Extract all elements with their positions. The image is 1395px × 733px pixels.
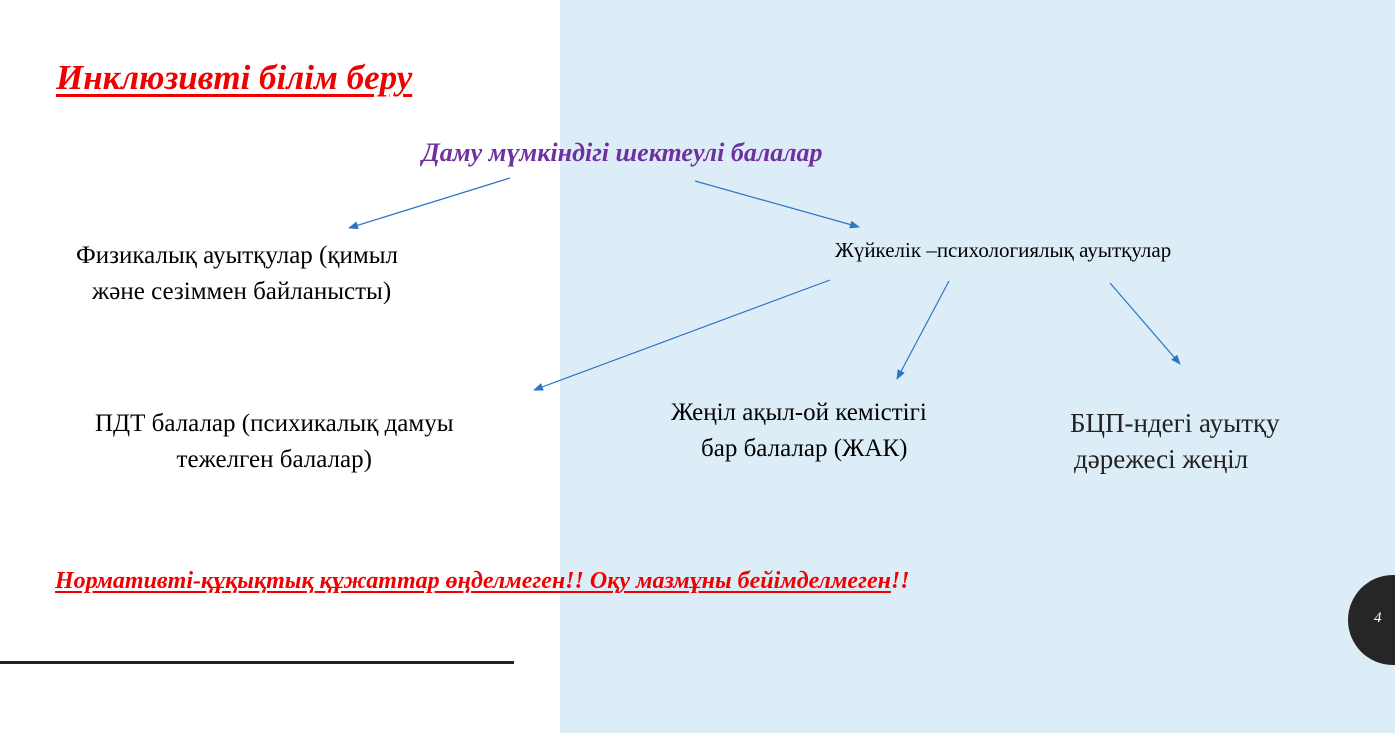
- arrow-to-bcp: [1110, 283, 1180, 364]
- footer-divider-line: [0, 661, 514, 664]
- diagram-root-label: Даму мүмкіндігі шектеулі балалар: [422, 138, 823, 167]
- page-number: 4: [1374, 610, 1382, 626]
- zhak-children-node: [671, 395, 927, 467]
- pdt-children-node: [95, 406, 454, 478]
- arrow-to-physical: [349, 178, 510, 228]
- footer-warning-note: [55, 568, 910, 595]
- physical-line-2: және сезіммен байланысты): [92, 278, 392, 305]
- slide-title: Инклюзивті білім беру: [56, 58, 413, 97]
- neuro-psychological-node: Жүйкелік –психологиялық ауытқулар: [835, 238, 1172, 262]
- footer-note-tail: !!: [890, 568, 910, 594]
- arrow-to-pdt: [534, 280, 830, 390]
- pdt-line-2: тежелген балалар): [176, 446, 372, 473]
- bcp-line-1: БЦП-ндегі ауытқу: [1070, 408, 1280, 438]
- zhak-line-2: бар балалар (ЖАК): [701, 435, 908, 462]
- physical-line-1: Физикалық ауытқулар (қимыл: [76, 242, 398, 269]
- arrow-to-neuro: [695, 181, 859, 227]
- arrow-to-zhak: [897, 281, 949, 379]
- zhak-line-1: Жеңіл ақыл-ой кемістігі: [671, 399, 927, 426]
- footer-note-underlined: Нормативті-құқықтық құжаттар өңделмеген!! Оқу мазмұны бейімделмеген: [55, 568, 891, 594]
- pdt-line-1: ПДТ балалар (психикалық дамуы: [95, 410, 454, 437]
- physical-deviations-node: [76, 238, 398, 310]
- bcp-line-2: дәрежесі жеңіл: [1074, 444, 1249, 474]
- bcp-deviation-node: [1070, 405, 1280, 477]
